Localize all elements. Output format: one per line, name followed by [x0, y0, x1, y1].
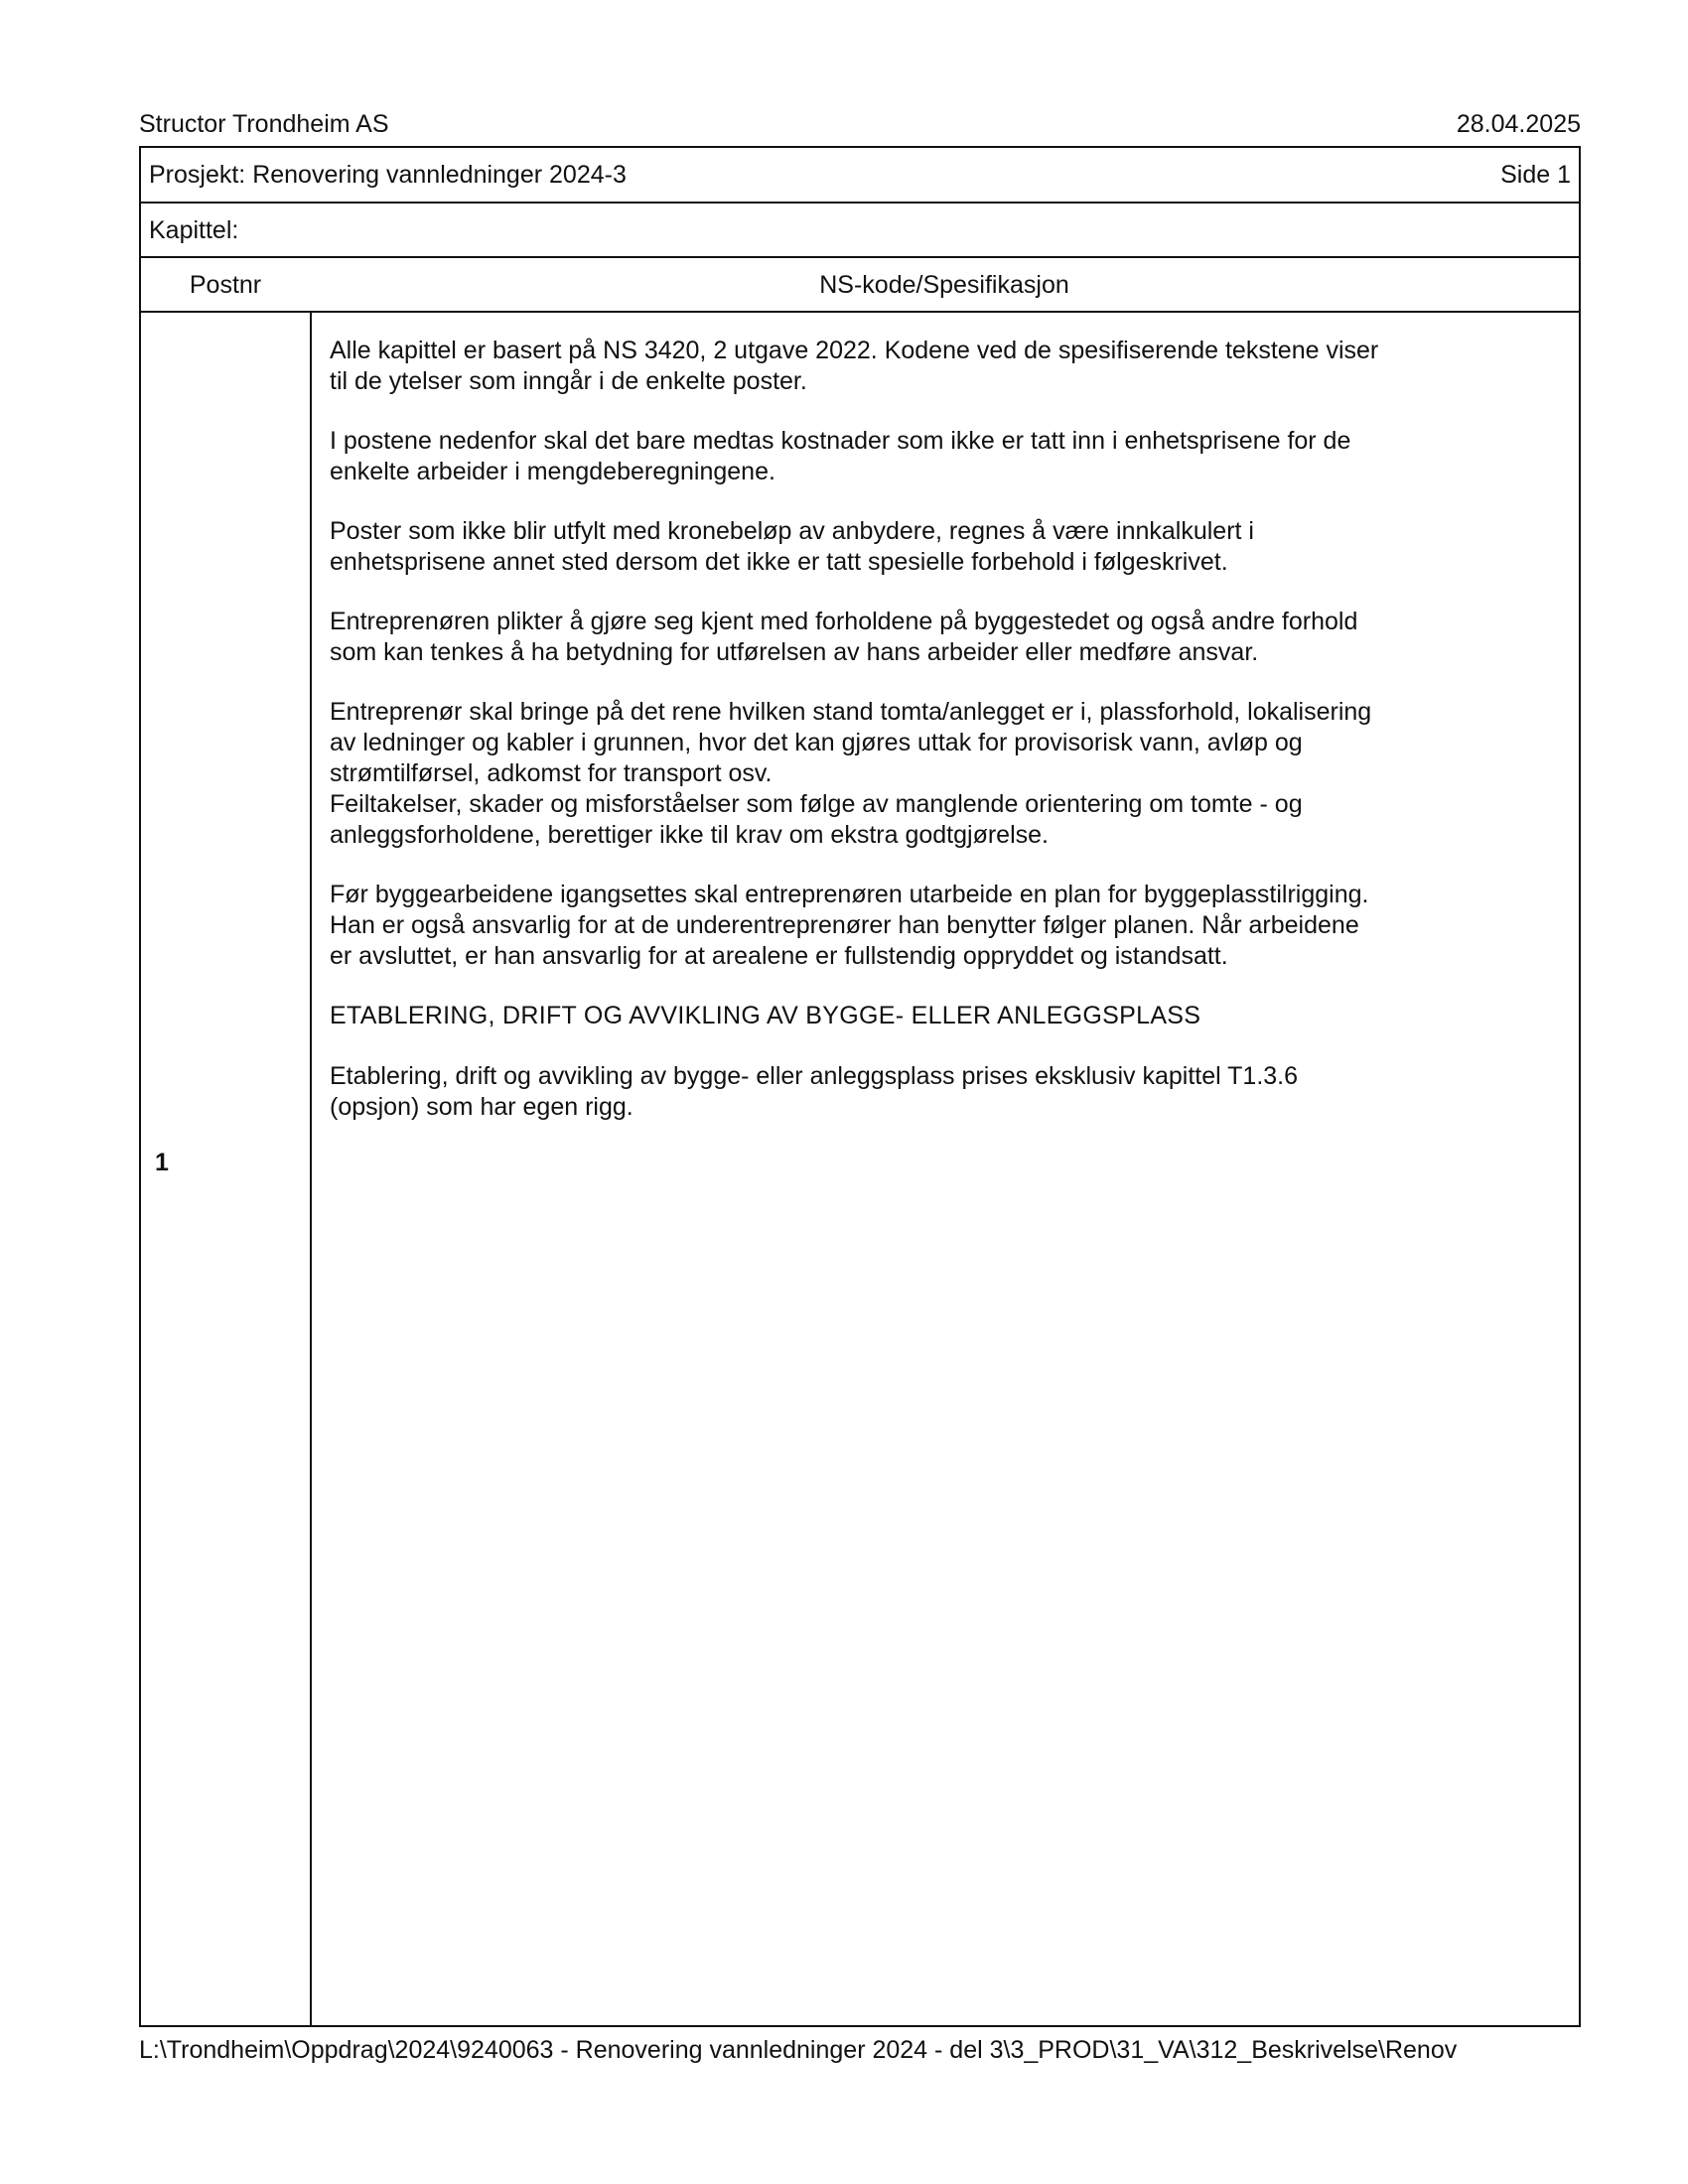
- chapter-label: Kapittel:: [149, 216, 239, 244]
- post-heading: ETABLERING, DRIFT OG AVVIKLING AV BYGGE- ELLER ANLEGGSPLASS: [330, 1002, 1201, 1029]
- project-title: Prosjekt: Renovering vannledninger 2024-3: [149, 161, 627, 189]
- column-headers: [141, 258, 1579, 313]
- page-number: Side 1: [1500, 161, 1571, 189]
- paragraph: Alle kapittel er basert på NS 3420, 2 utgave 2022. Kodene ved de spesifiserende tekstene viser til de ytelser som inngår i de enkelte poster.: [330, 337, 1379, 395]
- paragraph: Entreprenøren plikter å gjøre seg kjent med forholdene på byggestedet og også andre forhold som kan tenkes å ha betydning for utførelsen av hans arbeider eller medføre ansvar.: [330, 608, 1358, 666]
- project-row: [141, 148, 1579, 204]
- column-header-spec: NS-kode/Spesifikasjon: [819, 271, 1069, 299]
- specification-body: [330, 336, 1501, 1152]
- post-description: Etablering, drift og avvikling av bygge- eller anleggsplass prises eksklusiv kapittel T1.3.6 (opsjon) som har egen rigg.: [330, 1062, 1299, 1121]
- column-header-postnr: Postnr: [189, 271, 262, 299]
- document-date: 28.04.2025: [1456, 110, 1581, 138]
- paragraph: Før byggearbeidene igangsettes skal entreprenøren utarbeide en plan for byggeplasstilrigging. Han er også ansvarlig for at de underentreprenører han benytter følger planen. Når arbeidene er avsluttet, er han ansvarlig for at arealene er fullstendig oppryddet og istandsatt.: [330, 881, 1369, 970]
- post-number: 1: [155, 1149, 169, 1176]
- file-path-footer: L:\Trondheim\Oppdrag\2024\9240063 - Renovering vannledninger 2024 - del 3\3_PROD\31_VA\312_Beskrivelse\Renov: [139, 2036, 1458, 2064]
- paragraph: Entreprenør skal bringe på det rene hvilken stand tomta/anlegget er i, plassforhold, lokalisering av ledninger og kabler i grunnen, hvor det kan gjøres uttak for provisorisk vann, avløp og strømtilførsel, adkomst for transport osv. Feiltakelser, skader og misforståelser som følge av manglende orientering om tomte - og anleggsforholdene, berettiger ikke til krav om ekstra godtgjørelse.: [330, 698, 1372, 849]
- paragraph: Poster som ikke blir utfylt med kronebeløp av anbydere, regnes å være innkalkulert i enhetsprisene annet sted dersom det ikke er tatt spesielle forbehold i følgeskrivet.: [330, 517, 1254, 576]
- company-name: Structor Trondheim AS: [139, 110, 389, 138]
- chapter-row: [141, 204, 1579, 258]
- paragraph: I postene nedenfor skal det bare medtas kostnader som ikke er tatt inn i enhetsprisene for de enkelte arbeider i mengdeberegningene.: [330, 427, 1351, 485]
- specification-table: [139, 146, 1581, 2027]
- column-divider: [310, 313, 312, 2025]
- page-header: [139, 107, 1581, 141]
